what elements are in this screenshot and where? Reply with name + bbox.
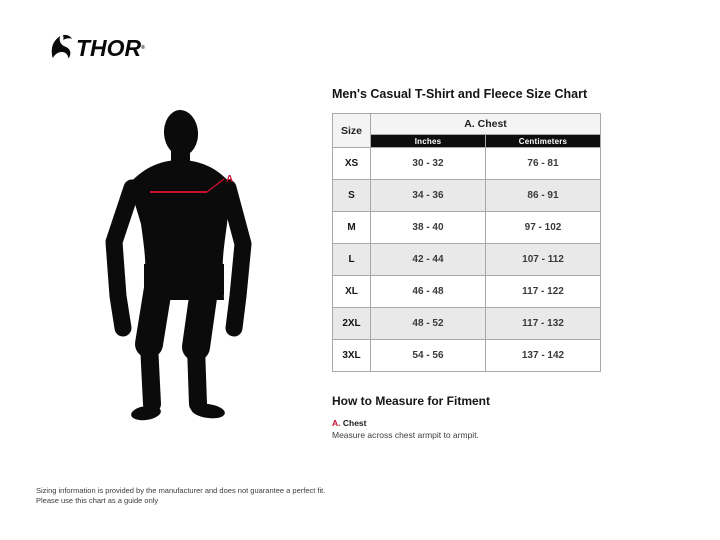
disclaimer-line-2: Please use this chart as a guide only	[36, 496, 159, 505]
centimeters-cell: 107 - 112	[486, 244, 601, 276]
table-header-row	[333, 114, 601, 135]
measure-name-chest: Chest	[340, 418, 367, 428]
table-row	[333, 276, 601, 308]
table-row	[333, 180, 601, 212]
centimeters-cell: 117 - 132	[486, 308, 601, 340]
centimeters-column-header: Centimeters	[486, 135, 601, 148]
size-chart-table	[332, 113, 601, 372]
measure-key-a: A.	[332, 418, 341, 428]
inches-cell: 30 - 32	[371, 148, 486, 180]
table-row	[333, 212, 601, 244]
centimeters-cell: 76 - 81	[486, 148, 601, 180]
inches-cell: 54 - 56	[371, 340, 486, 372]
trademark-symbol: ®	[141, 45, 145, 51]
page-title: Men's Casual T-Shirt and Fleece Size Chart	[332, 87, 588, 101]
inches-cell: 42 - 44	[371, 244, 486, 276]
chest-label-a: A	[226, 174, 234, 185]
size-cell: L	[333, 244, 371, 276]
brand-name: THOR	[76, 35, 142, 61]
measurement-figure	[96, 104, 256, 426]
size-cell: M	[333, 212, 371, 244]
measure-item-chest	[332, 418, 600, 440]
size-cell: 3XL	[333, 340, 371, 372]
inches-cell: 34 - 36	[371, 180, 486, 212]
table-row	[333, 340, 601, 372]
size-column-header: Size	[333, 114, 371, 148]
table-row	[333, 308, 601, 340]
size-chart-body	[333, 148, 601, 372]
chest-group-header: A. Chest	[371, 114, 601, 135]
centimeters-cell: 117 - 122	[486, 276, 601, 308]
units-header-row	[333, 135, 601, 148]
measure-guide	[332, 394, 600, 440]
table-row	[333, 148, 601, 180]
centimeters-cell: 86 - 91	[486, 180, 601, 212]
measure-item-label	[332, 418, 600, 428]
inches-column-header: Inches	[371, 135, 486, 148]
table-row	[333, 244, 601, 276]
male-silhouette-diagram	[96, 104, 256, 426]
centimeters-cell: 97 - 102	[486, 212, 601, 244]
centimeters-cell: 137 - 142	[486, 340, 601, 372]
size-cell: XS	[333, 148, 371, 180]
inches-cell: 48 - 52	[371, 308, 486, 340]
disclaimer-line-1: Sizing information is provided by the manufacturer and does not guarantee a perfect fit.	[36, 486, 326, 495]
size-cell: S	[333, 180, 371, 212]
inches-cell: 38 - 40	[371, 212, 486, 244]
measure-guide-title: How to Measure for Fitment	[332, 394, 491, 408]
size-cell: XL	[333, 276, 371, 308]
male-silhouette	[114, 109, 243, 422]
inches-cell: 46 - 48	[371, 276, 486, 308]
measure-item-description: Measure across chest armpit to armpit.	[332, 430, 479, 440]
thor-helmet-icon	[50, 34, 74, 62]
size-cell: 2XL	[333, 308, 371, 340]
brand-logo	[50, 34, 145, 62]
size-chart-panel	[332, 88, 600, 440]
sizing-disclaimer	[36, 486, 325, 506]
